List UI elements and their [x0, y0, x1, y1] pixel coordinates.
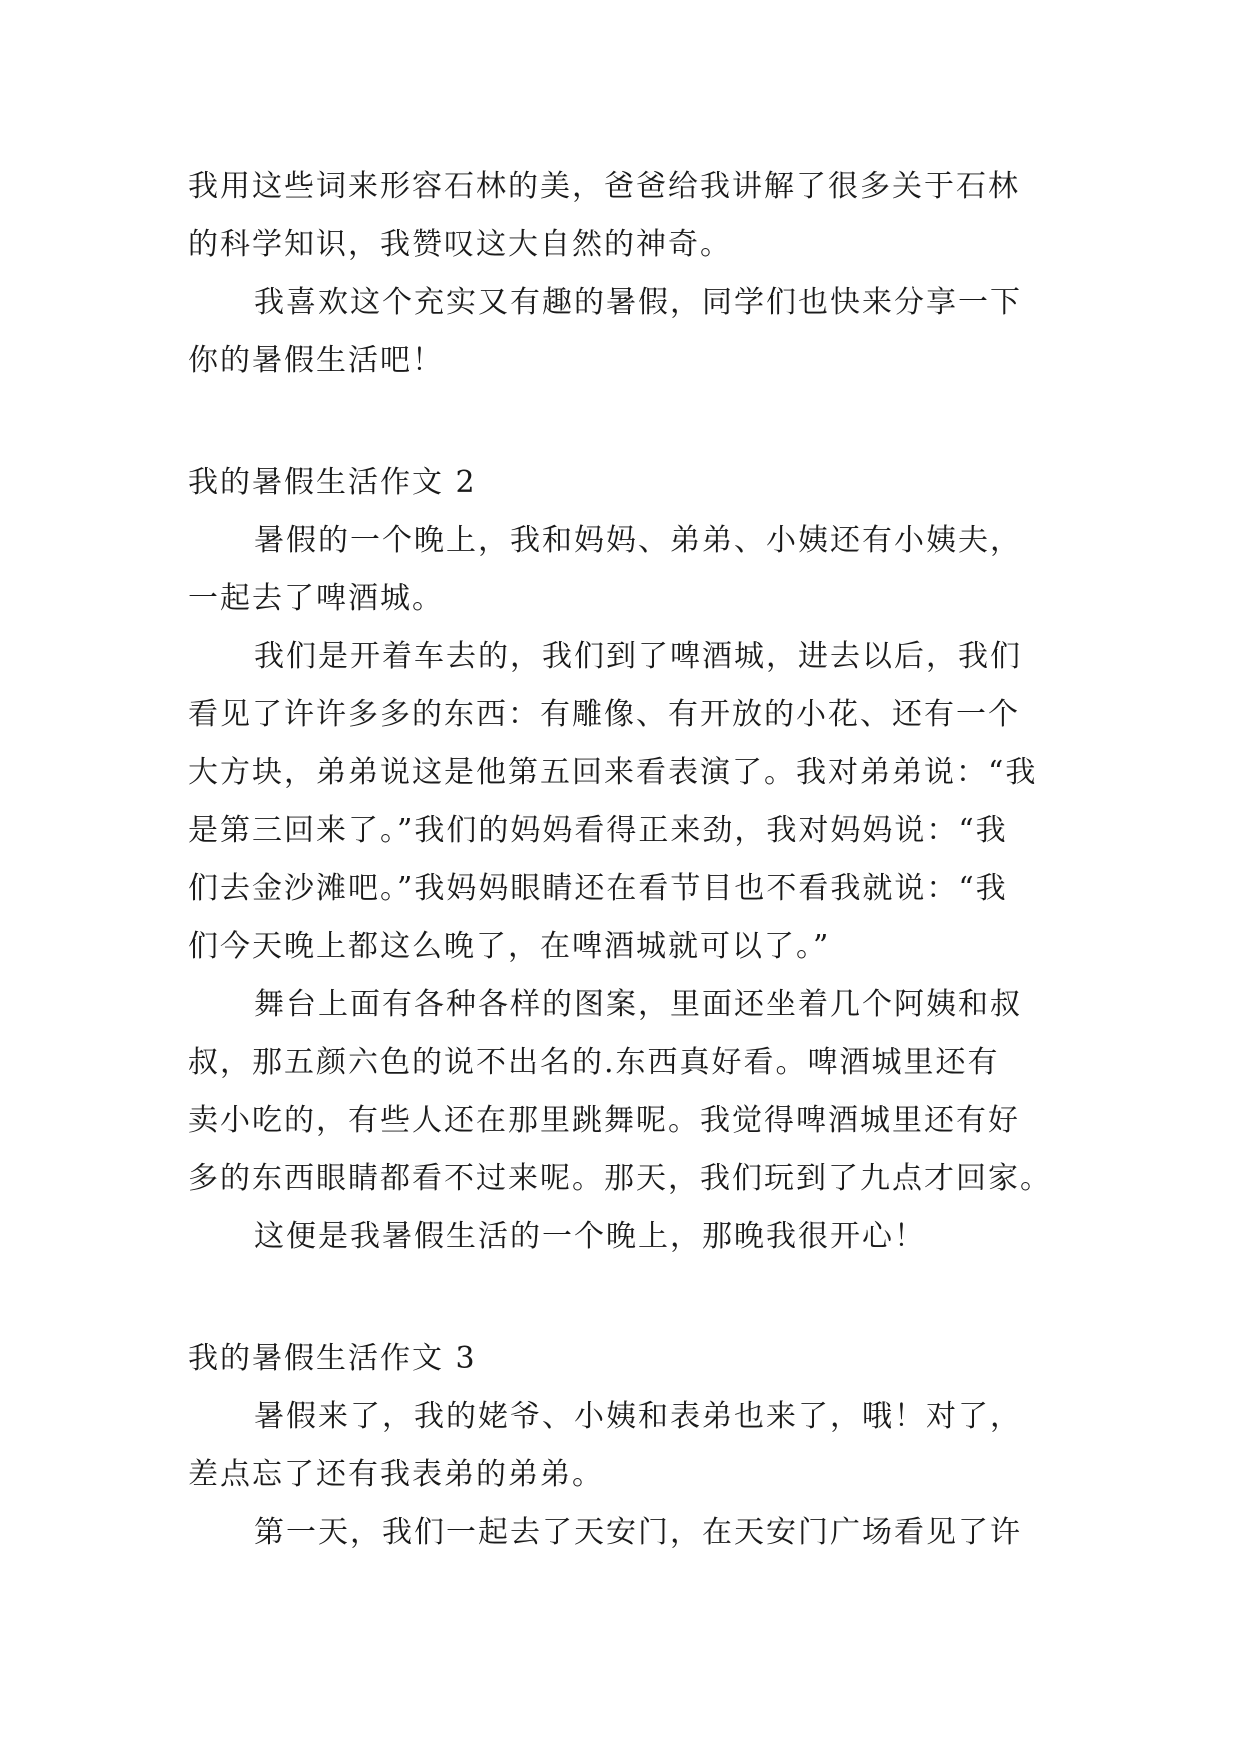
text-line: 们去金沙滩吧。”我妈妈眼睛还在看节目也不看我就说：“我	[188, 871, 1008, 906]
paragraph	[188, 1208, 1068, 1266]
text-line: 你的暑假生活吧！	[188, 343, 444, 378]
text-line: 的科学知识，我赞叹这大自然的神奇。	[188, 227, 732, 262]
text-line: 我用这些词来形容石林的美，爸爸给我讲解了很多关于石林	[188, 169, 1020, 204]
text-line: 卖小吃的，有些人还在那里跳舞呢。我觉得啤酒城里还有好	[188, 1103, 1020, 1138]
section-gap	[188, 1266, 1068, 1330]
text-line: 这便是我暑假生活的一个晚上，那晚我很开心！	[254, 1219, 926, 1254]
text-line: 叔，那五颜六色的说不出名的.东西真好看。啤酒城里还有	[188, 1045, 1000, 1080]
paragraph	[188, 1504, 1068, 1562]
text-line: 舞台上面有各种各样的图案，里面还坐着几个阿姨和叔	[254, 987, 1022, 1022]
text-line: 第一天，我们一起去了天安门，在天安门广场看见了许	[254, 1515, 1022, 1550]
text-line: 多的东西眼睛都看不过来呢。那天，我们玩到了九点才回家。	[188, 1161, 1052, 1196]
essay-title: 我的暑假生活作文 3	[188, 1341, 477, 1376]
text-line: 一起去了啤酒城。	[188, 581, 444, 616]
text-line: 大方块，弟弟说这是他第五回来看表演了。我对弟弟说：“我	[188, 755, 1038, 790]
text-line: 我们是开着车去的，我们到了啤酒城，进去以后，我们	[254, 639, 1022, 674]
paragraph	[188, 512, 1068, 628]
text-line: 们今天晚上都这么晚了，在啤酒城就可以了。”	[188, 929, 831, 964]
text-line: 看见了许许多多的东西：有雕像、有开放的小花、还有一个	[188, 697, 1020, 732]
paragraph	[188, 1388, 1068, 1504]
document-body	[188, 158, 1068, 1562]
text-line: 差点忘了还有我表弟的弟弟。	[188, 1457, 604, 1492]
paragraph	[188, 274, 1068, 390]
text-line: 是第三回来了。”我们的妈妈看得正来劲，我对妈妈说：“我	[188, 813, 1008, 848]
text-line: 我喜欢这个充实又有趣的暑假，同学们也快来分享一下	[254, 285, 1022, 320]
paragraph	[188, 976, 1068, 1208]
text-line: 暑假的一个晚上，我和妈妈、弟弟、小姨还有小姨夫，	[254, 523, 1022, 558]
essay-title: 我的暑假生活作文 2	[188, 465, 477, 500]
paragraph	[188, 158, 1068, 274]
text-line: 暑假来了，我的姥爷、小姨和表弟也来了，哦！对了，	[254, 1399, 1022, 1434]
section-gap	[188, 390, 1068, 454]
paragraph	[188, 628, 1068, 976]
